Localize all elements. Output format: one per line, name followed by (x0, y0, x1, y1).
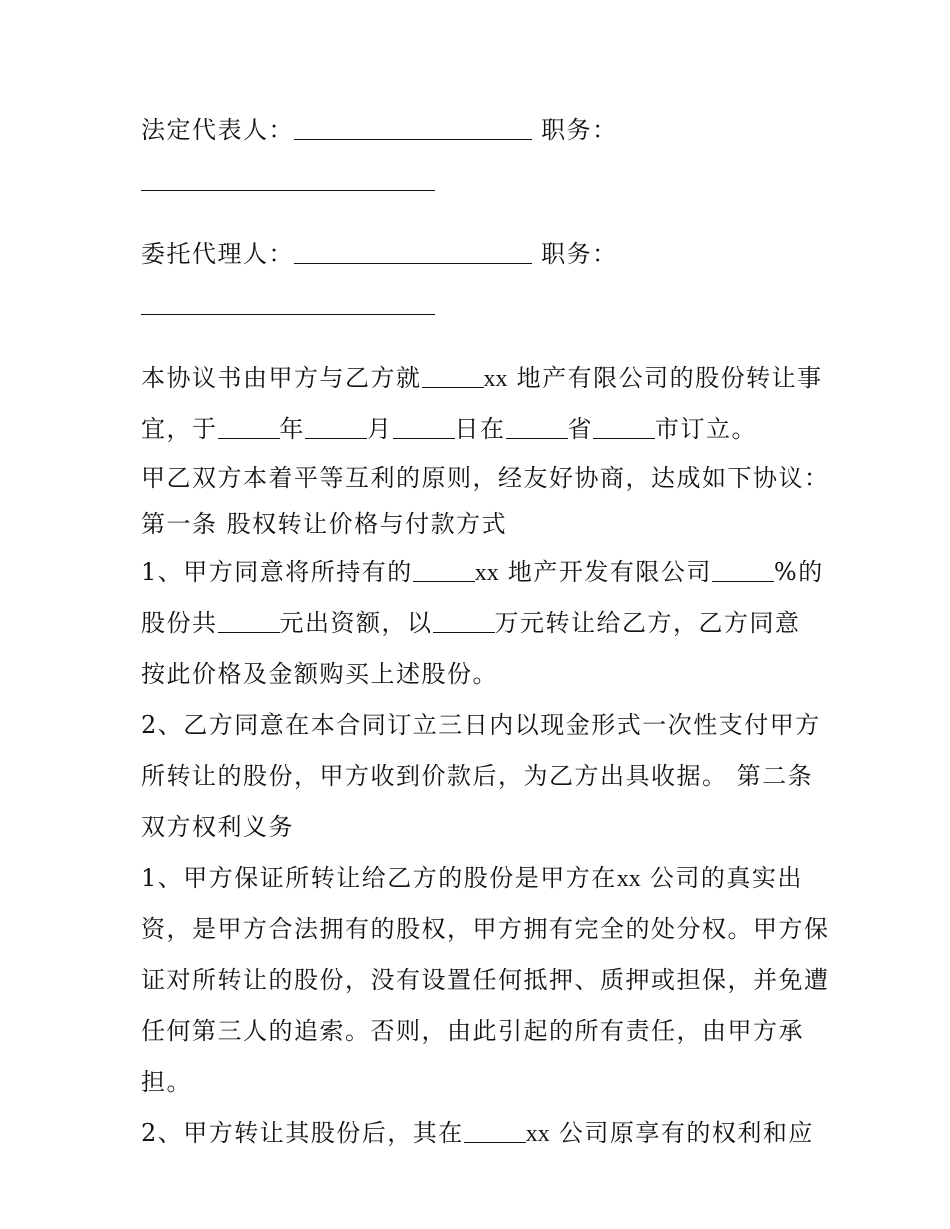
article-1-item-2-line-2 (141, 751, 821, 802)
blank-field (218, 416, 280, 439)
intro-line-1 (141, 353, 821, 404)
text: 1、甲方保证所转让给乙方的股份是甲方在 (141, 864, 617, 892)
article-1-item-2-line-1 (141, 700, 821, 751)
blank-field (433, 610, 495, 633)
position-blank (141, 168, 435, 191)
blank-field (593, 416, 655, 439)
text: 公司原享有的权利和应 (558, 1119, 814, 1147)
text: 2、乙方同意在本合同订立三日内以现金形式一次性支付甲方 (141, 711, 821, 739)
article-2-item-2-line-1 (141, 1108, 821, 1159)
text: 元出资额，以 (279, 609, 433, 637)
blank-field (305, 416, 367, 439)
text: xx (525, 1121, 550, 1147)
spacer (141, 207, 821, 229)
agent-blank (294, 241, 532, 264)
blank-field (422, 365, 484, 388)
intro-line-3 (141, 455, 830, 501)
text: 资，是甲方合法拥有的股权，甲方拥有完全的处分权。甲方保 (141, 915, 830, 943)
blank-field (218, 610, 280, 633)
text: 本协议书由甲方与乙方就 (141, 364, 422, 392)
article-2-item-1-line-2 (141, 904, 830, 955)
text: 宜，于 (141, 415, 218, 443)
text: 担。 (141, 1068, 192, 1096)
blank-field (464, 1120, 526, 1143)
legal-rep-line (141, 105, 821, 156)
text: 2、甲方转让其股份后，其在 (141, 1119, 464, 1147)
article-1-item-1-line-1 (141, 547, 824, 598)
text: 第一条 股权转让价格与付款方式 (141, 510, 508, 538)
blank-field (506, 416, 568, 439)
text: 公司的真实出 (649, 864, 803, 892)
text: 甲乙双方本着平等互利的原则，经友好协商，达成如下协议： (141, 464, 830, 492)
text: %的 (773, 558, 824, 586)
spacer (141, 331, 821, 353)
blank-field (712, 559, 774, 582)
article-2-item-1-line-1 (141, 853, 821, 904)
text: 股份共 (141, 609, 218, 637)
text: xx (483, 366, 508, 392)
article-2-item-1-line-4 (141, 1006, 821, 1057)
text: 任何第三人的追索。否则，由此引起的所有责任，由甲方承 (141, 1017, 804, 1045)
position-blank-line (141, 156, 821, 207)
agent-line (141, 229, 821, 280)
article-2-item-1-line-3 (141, 955, 830, 1006)
text: 月 (367, 415, 393, 443)
article-2-item-1-line-5 (141, 1057, 821, 1108)
intro-line-2 (141, 404, 821, 455)
article-1-title (141, 501, 821, 547)
text: 地产开发有限公司 (507, 558, 712, 586)
text: xx (474, 560, 499, 586)
text: 省 (567, 415, 593, 443)
agent-label: 委托代理人： (141, 240, 294, 268)
blank-field (393, 416, 455, 439)
position-blank-line (141, 280, 821, 331)
text: 日在 (454, 415, 506, 443)
blank-field (413, 559, 475, 582)
text: 地产有限公司的股份转让事 (516, 364, 823, 392)
text: 市订立。 (655, 415, 757, 443)
legal-rep-blank (294, 117, 532, 140)
text: 所转让的股份，甲方收到价款后，为乙方出具收据。 第二条 (141, 762, 814, 790)
text: 双方权利义务 (141, 813, 294, 841)
text: 万元转让给乙方，乙方同意 (494, 609, 801, 637)
document-body (141, 105, 830, 1159)
article-1-item-1-line-3 (141, 649, 821, 700)
text: 证对所转让的股份，没有设置任何抵押、质押或担保，并免遭 (141, 966, 830, 994)
text: 年 (279, 415, 305, 443)
text: xx (616, 866, 641, 892)
article-1-item-2-line-3 (141, 802, 821, 853)
text: 按此价格及金额购买上述股份。 (141, 660, 498, 688)
legal-rep-label: 法定代表人： (141, 116, 294, 144)
article-1-item-1-line-2 (141, 598, 821, 649)
position-label: 职务： (541, 240, 618, 268)
position-blank (141, 292, 435, 315)
position-label: 职务： (541, 116, 618, 144)
text: 1、甲方同意将所持有的 (141, 558, 413, 586)
